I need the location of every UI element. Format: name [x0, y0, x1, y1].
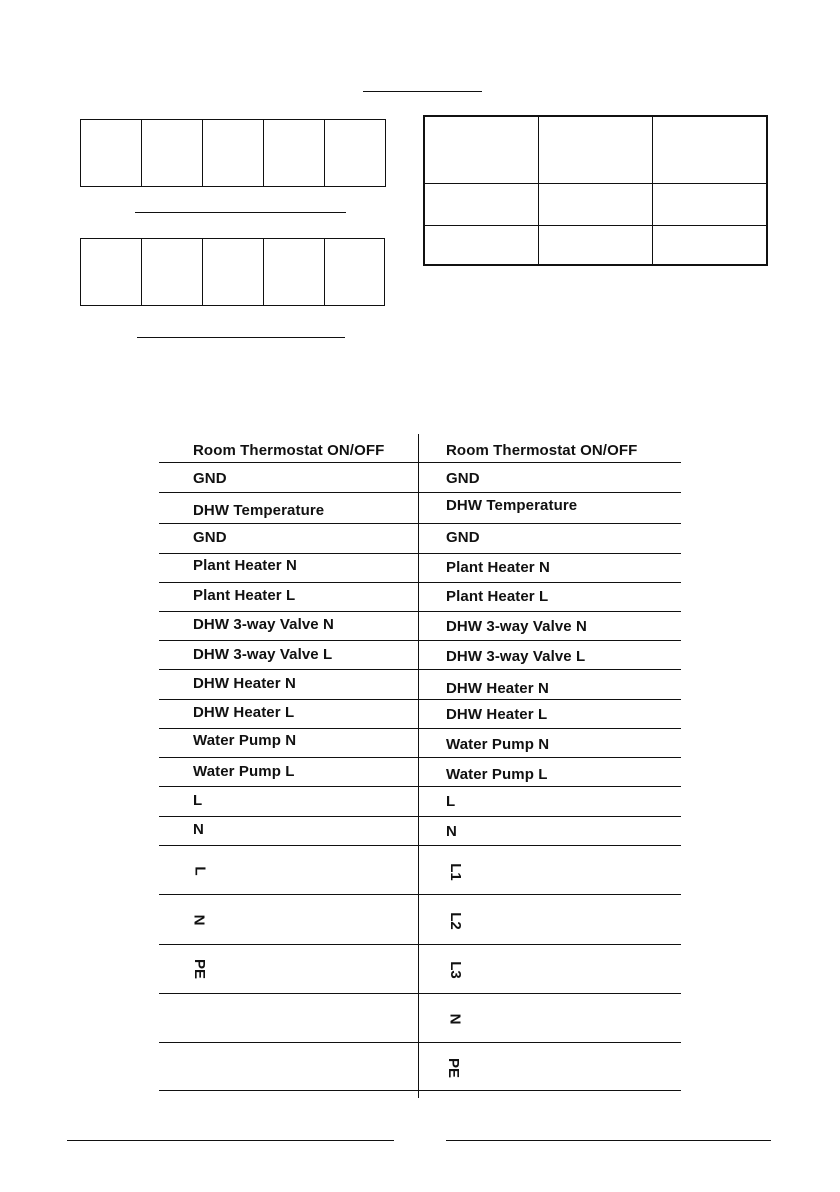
- terminal-label-right: DHW 3-way Valve L: [446, 648, 586, 665]
- terminal-label-right: Water Pump N: [446, 736, 550, 753]
- terminal-label-right: L: [446, 793, 456, 810]
- terminal-label-right: Water Pump L: [446, 766, 548, 783]
- terminal-row-line: [159, 640, 681, 641]
- power-label-right: L1: [446, 863, 464, 881]
- terminal-row-line: [159, 699, 681, 700]
- label-box-1: [80, 119, 386, 187]
- terminal-label-left: DHW 3-way Valve N: [193, 616, 334, 633]
- terminal-row-line: [159, 553, 681, 554]
- terminal-row-line: [159, 786, 681, 787]
- terminal-label-right: DHW Temperature: [446, 497, 578, 514]
- label-box-2: [80, 238, 385, 306]
- terminal-label-right: DHW Heater L: [446, 706, 548, 723]
- terminal-center-divider: [418, 434, 419, 1098]
- terminal-label-right: Plant Heater L: [446, 588, 549, 605]
- power-label-right: L3: [446, 961, 464, 979]
- terminal-label-left: DHW Temperature: [193, 502, 325, 519]
- terminal-row-line: [159, 944, 681, 945]
- terminal-label-left: Room Thermostat ON/OFF: [193, 442, 385, 459]
- terminal-row-line: [159, 993, 681, 994]
- spec-table-row: [425, 183, 766, 184]
- terminal-row-line: [159, 492, 681, 493]
- terminal-row-line: [159, 1042, 681, 1043]
- power-label-right: L2: [446, 912, 464, 930]
- terminal-label-left: Water Pump N: [193, 732, 297, 749]
- title-underline: [363, 91, 482, 92]
- terminal-label-right: DHW Heater N: [446, 680, 549, 697]
- terminal-row-line: [159, 845, 681, 846]
- terminal-label-left: Water Pump L: [193, 763, 295, 780]
- terminal-row-line: [159, 582, 681, 583]
- terminal-row-line: [159, 816, 681, 817]
- spec-table-col: [652, 117, 653, 266]
- power-label-left: L: [191, 866, 209, 876]
- terminal-row-line: [159, 669, 681, 670]
- terminal-label-right: Plant Heater N: [446, 559, 550, 576]
- terminal-row-line: [159, 894, 681, 895]
- terminal-row-line: [159, 611, 681, 612]
- terminal-label-left: Plant Heater L: [193, 587, 296, 604]
- terminal-row-line: [159, 523, 681, 524]
- terminal-label-left: L: [193, 792, 203, 809]
- terminal-row-line: [159, 1090, 681, 1091]
- terminal-row-line: [159, 757, 681, 758]
- box-1-divider: [202, 120, 203, 186]
- power-label-right: N: [446, 1013, 464, 1025]
- terminal-label-left: GND: [193, 529, 227, 546]
- power-label-left: PE: [191, 958, 209, 980]
- footer-line-left: [67, 1140, 394, 1141]
- terminal-label-left: DHW Heater N: [193, 675, 296, 692]
- box-1-divider: [141, 120, 142, 186]
- box-1-divider: [263, 120, 264, 186]
- terminal-label-right: Room Thermostat ON/OFF: [446, 442, 638, 459]
- box-1-divider: [324, 120, 325, 186]
- terminal-label-right: DHW 3-way Valve N: [446, 618, 587, 635]
- box-2-divider: [324, 239, 325, 305]
- terminal-label-left: DHW 3-way Valve L: [193, 646, 333, 663]
- terminal-label-left: GND: [193, 470, 227, 487]
- power-label-right: PE: [445, 1057, 463, 1079]
- footer-line-right: [446, 1140, 771, 1141]
- terminal-row-line: [159, 462, 681, 463]
- terminal-label-right: GND: [446, 529, 480, 546]
- terminal-label-left: Plant Heater N: [193, 557, 297, 574]
- box-2-divider: [263, 239, 264, 305]
- box-1-caption-line: [135, 212, 346, 213]
- terminal-label-right: N: [446, 823, 457, 840]
- box-2-caption-line: [137, 337, 345, 338]
- spec-table: [423, 115, 768, 266]
- terminal-row-line: [159, 728, 681, 729]
- box-2-divider: [141, 239, 142, 305]
- terminal-label-left: DHW Heater L: [193, 704, 295, 721]
- terminal-label-left: N: [193, 821, 204, 838]
- box-2-divider: [202, 239, 203, 305]
- spec-table-col: [538, 117, 539, 266]
- power-label-left: N: [190, 914, 208, 926]
- spec-table-row: [425, 225, 766, 226]
- terminal-label-right: GND: [446, 470, 480, 487]
